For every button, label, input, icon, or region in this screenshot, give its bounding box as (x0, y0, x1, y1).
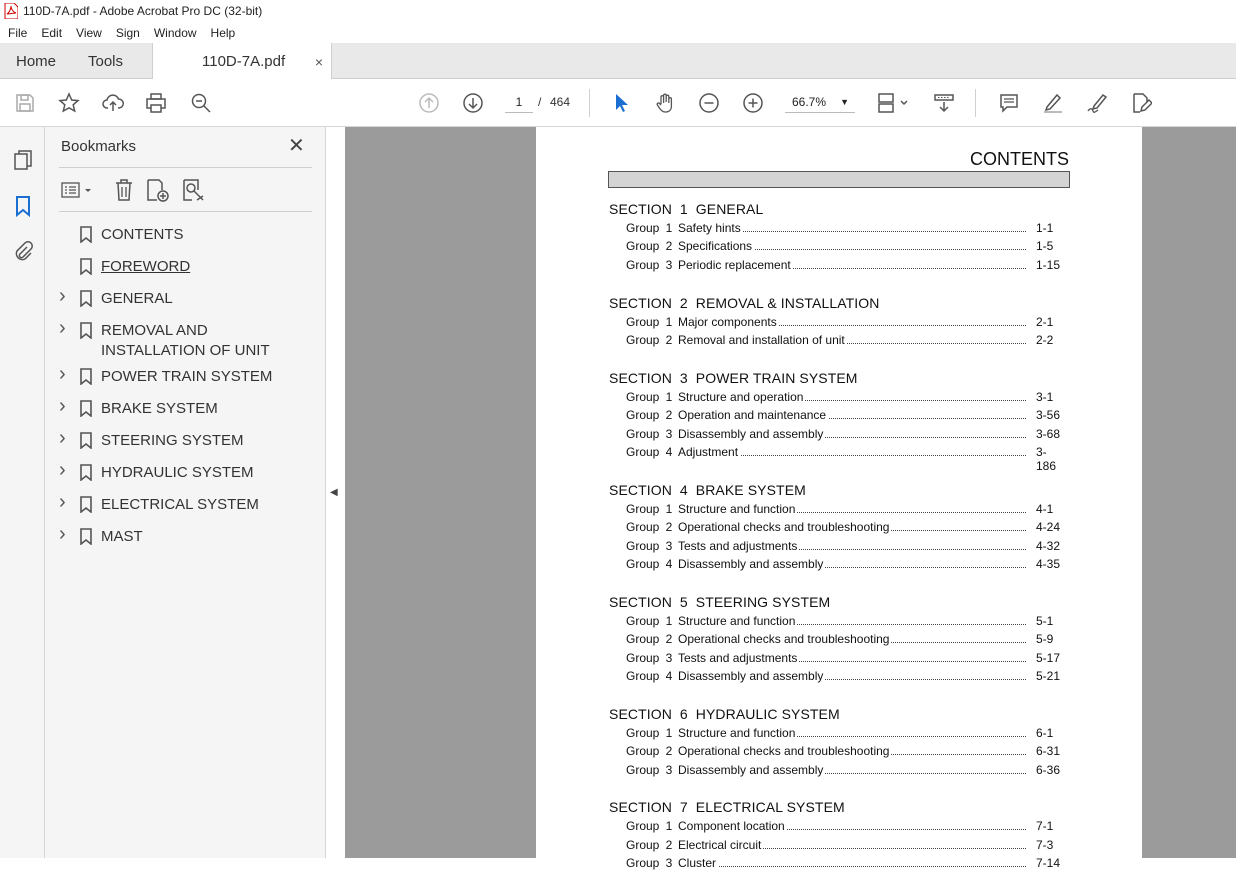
save-icon[interactable] (13, 91, 37, 115)
bookmark-label: REMOVAL AND INSTALLATION OF UNIT (101, 322, 270, 359)
group-title: Structure and function (678, 501, 796, 516)
bookmark-flag-icon (79, 528, 93, 545)
group-number: 3 (665, 426, 673, 441)
star-icon[interactable] (57, 91, 81, 115)
section-heading: SECTION 1 GENERAL (609, 201, 764, 217)
group-number: 2 (665, 408, 673, 423)
group-number: 1 (665, 819, 673, 834)
chevron-right-icon[interactable]: › (59, 491, 66, 513)
menu-sign[interactable]: Sign (115, 25, 140, 40)
group-number: 3 (665, 538, 673, 553)
group-label: Group (626, 632, 660, 647)
bookmarks-panel (45, 127, 326, 858)
section-heading: SECTION 6 HYDRAULIC SYSTEM (609, 705, 840, 722)
page-reference: 1-1 (1036, 221, 1054, 235)
menu-view[interactable]: View (76, 25, 102, 40)
group-label: Group (626, 257, 660, 272)
group-label: Group (626, 819, 660, 834)
select-cursor-icon[interactable] (609, 91, 633, 115)
attachment-paperclip-icon[interactable] (11, 240, 35, 264)
toc-entry[interactable] (626, 258, 1066, 274)
group-number: 1 (665, 725, 673, 740)
toc-entry[interactable] (626, 239, 1066, 255)
bookmark-flag-icon (79, 226, 93, 243)
group-title: Electrical circuit (678, 837, 762, 852)
group-title: Disassembly and assembly (678, 557, 824, 571)
bookmark-label: MAST (101, 528, 143, 545)
page-reference: 4-1 (1036, 501, 1054, 516)
toc-entry[interactable] (626, 445, 1066, 473)
bookmark-label: STEERING SYSTEM (101, 432, 244, 449)
group-label: Group (626, 856, 660, 871)
group-title: Specifications (678, 239, 753, 254)
bookmark-search-icon[interactable] (180, 177, 206, 203)
page-reference: 3-186 (1036, 445, 1057, 473)
panel-title: Bookmarks (61, 138, 137, 155)
group-title: Operational checks and troubleshooting (678, 520, 890, 535)
group-title: Periodic replacement (678, 257, 791, 272)
bookmark-label: BRAKE SYSTEM (101, 400, 218, 417)
previous-page-icon[interactable] (417, 91, 441, 115)
page-reference: 3-1 (1036, 389, 1054, 404)
comment-icon[interactable] (997, 91, 1021, 115)
group-label: Group (626, 408, 660, 423)
page-display-icon[interactable] (875, 91, 911, 115)
toc-entry[interactable] (626, 614, 1066, 630)
toc-entry[interactable] (626, 838, 1066, 854)
close-icon[interactable]: ✕ (288, 135, 305, 157)
hand-tool-icon[interactable] (653, 91, 677, 115)
group-title: Tests and adjustments (678, 650, 798, 665)
toc-entry[interactable] (626, 539, 1066, 555)
group-label: Group (626, 557, 660, 571)
zoom-level-value: 66.7% (792, 95, 827, 109)
bookmark-flag-icon (79, 432, 93, 449)
toc-entry[interactable] (626, 315, 1066, 331)
tab-home[interactable]: Home (16, 52, 57, 70)
section-heading: SECTION 7 ELECTRICAL SYSTEM (609, 799, 845, 816)
search-zoom-icon[interactable] (189, 91, 213, 115)
group-label: Group (626, 239, 660, 254)
group-label: Group (626, 762, 660, 777)
page-reference: 6-1 (1036, 725, 1054, 740)
page-reference: 6-31 (1036, 744, 1061, 759)
group-title: Disassembly and assembly (678, 669, 824, 683)
bookmark-label: CONTENTS (101, 226, 184, 243)
page-reference: 5-21 (1036, 669, 1061, 683)
next-page-icon[interactable] (461, 91, 485, 115)
group-title: Safety hints (678, 221, 741, 235)
chevron-right-icon[interactable]: › (59, 523, 66, 545)
menu-edit[interactable]: Edit (41, 25, 63, 40)
page-thumbnails-icon[interactable] (11, 148, 35, 172)
group-number: 2 (665, 744, 673, 759)
group-number: 3 (665, 856, 673, 871)
group-label: Group (626, 314, 660, 329)
page-reference: 1-5 (1036, 239, 1054, 254)
bookmark-flag-icon (79, 322, 93, 339)
heading-bar (608, 171, 1070, 188)
scroll-mode-icon[interactable] (932, 91, 956, 115)
title-bar (0, 0, 1236, 22)
group-label: Group (626, 389, 660, 404)
tab-close-icon[interactable]: × (314, 53, 323, 70)
bookmark-icon[interactable] (11, 194, 35, 218)
page-reference: 7-1 (1036, 819, 1054, 834)
group-label: Group (626, 725, 660, 740)
group-title: Disassembly and assembly (678, 426, 824, 441)
divider (59, 167, 312, 168)
bookmark-label: HYDRAULIC SYSTEM (101, 464, 254, 481)
bookmark-flag-icon (79, 290, 93, 307)
toc-entry[interactable] (626, 557, 1066, 573)
page-reference: 2-1 (1036, 314, 1054, 329)
tab-document[interactable] (152, 43, 332, 80)
menu-file[interactable]: File (8, 25, 28, 40)
group-number: 4 (665, 557, 673, 571)
tab-tools[interactable]: Tools (88, 52, 124, 70)
page-number-input[interactable]: 1 (505, 91, 533, 113)
bookmark-label: GENERAL (101, 290, 173, 307)
page-reference: 1-15 (1036, 257, 1061, 272)
collapse-panel-icon[interactable]: ◀ (330, 487, 338, 498)
toc-entry[interactable] (626, 632, 1066, 648)
group-number: 1 (665, 389, 673, 404)
page-reference: 4-35 (1036, 557, 1061, 571)
toc-entry[interactable] (626, 651, 1066, 667)
page-reference: 4-32 (1036, 538, 1061, 553)
page-separator: / (538, 95, 542, 109)
section-heading: SECTION 4 BRAKE SYSTEM (609, 481, 806, 498)
page-reference: 5-1 (1036, 613, 1054, 628)
toc-entry[interactable] (626, 408, 1066, 424)
page-reference: 3-56 (1036, 408, 1061, 423)
acrobat-pdf-icon (4, 3, 18, 19)
bookmark-options-icon[interactable] (59, 177, 95, 203)
bookmark-label: POWER TRAIN SYSTEM (101, 368, 273, 385)
print-icon[interactable] (144, 91, 168, 115)
menu-window[interactable]: Window (153, 25, 197, 40)
page-reference: 7-3 (1036, 837, 1054, 852)
group-number: 4 (665, 445, 673, 459)
group-number: 3 (665, 257, 673, 272)
page-total: 464 (550, 95, 571, 109)
group-number: 2 (665, 632, 673, 647)
group-label: Group (626, 333, 660, 347)
group-title: Structure and operation (678, 389, 804, 404)
group-label: Group (626, 613, 660, 628)
toc-entry[interactable] (626, 333, 1066, 349)
delete-trash-icon[interactable] (111, 177, 137, 203)
tab-document-label: 110D-7A.pdf (202, 53, 286, 70)
toolbar-divider (589, 89, 590, 117)
group-title: Component location (678, 819, 785, 834)
edit-document-icon[interactable] (1129, 91, 1153, 115)
group-title: Operational checks and troubleshooting (678, 632, 890, 647)
toc-entry[interactable] (626, 427, 1066, 443)
toolbar (0, 79, 1236, 127)
divider (59, 211, 312, 212)
group-title: Major components (678, 314, 777, 329)
group-label: Group (626, 669, 660, 683)
menu-help[interactable]: Help (210, 25, 236, 40)
page-reference: 5-17 (1036, 650, 1061, 665)
chevron-right-icon[interactable]: › (59, 285, 66, 307)
chevron-right-icon[interactable]: › (59, 363, 66, 385)
group-label: Group (626, 538, 660, 553)
group-number: 2 (665, 837, 673, 852)
chevron-right-icon[interactable]: › (59, 459, 66, 481)
group-label: Group (626, 221, 660, 235)
page-reference: 4-24 (1036, 520, 1061, 535)
toolbar-divider (975, 89, 976, 117)
group-number: 2 (665, 333, 673, 347)
group-title: Structure and function (678, 613, 796, 628)
group-label: Group (626, 520, 660, 535)
cloud-upload-icon[interactable] (101, 91, 125, 115)
window-title: 110D-7A.pdf - Adobe Acrobat Pro DC (32-bit) (23, 4, 263, 18)
group-number: 1 (665, 501, 673, 516)
sign-pen-icon[interactable] (1085, 91, 1109, 115)
toc-entry[interactable] (626, 856, 1066, 872)
menu-bar (0, 22, 1236, 43)
group-label: Group (626, 837, 660, 852)
zoom-in-icon[interactable] (741, 91, 765, 115)
group-title: Structure and function (678, 725, 796, 740)
pdf-page (536, 127, 1142, 871)
chevron-right-icon[interactable]: › (59, 427, 66, 449)
section-heading: SECTION 2 REMOVAL & INSTALLATION (609, 294, 880, 311)
section-heading: SECTION 3 POWER TRAIN SYSTEM (609, 369, 858, 386)
highlight-pen-icon[interactable] (1041, 91, 1065, 115)
document-viewer[interactable] (345, 127, 1236, 871)
left-navigation-rail (0, 127, 45, 858)
bookmark-flag-icon (79, 368, 93, 385)
toc-entry[interactable] (626, 390, 1066, 406)
zoom-out-icon[interactable] (697, 91, 721, 115)
group-label: Group (626, 501, 660, 516)
group-number: 2 (665, 239, 673, 254)
bookmark-flag-icon (79, 464, 93, 481)
group-number: 4 (665, 669, 673, 683)
bookmark-flag-icon (79, 400, 93, 417)
group-title: Cluster (678, 856, 717, 871)
group-label: Group (626, 426, 660, 441)
toc-entry[interactable] (626, 502, 1066, 518)
tab-bar (0, 43, 1236, 79)
group-number: 1 (665, 221, 673, 235)
toc-entry[interactable] (626, 763, 1066, 779)
group-number: 3 (665, 762, 673, 777)
group-number: 1 (665, 314, 673, 329)
zoom-level-select[interactable] (785, 91, 855, 113)
chevron-right-icon[interactable]: › (59, 395, 66, 417)
page-reference: 6-36 (1036, 762, 1061, 777)
bookmark-label: ELECTRICAL SYSTEM (101, 496, 259, 513)
bookmark-flag-icon (79, 496, 93, 513)
bookmark-label: FOREWORD (101, 258, 191, 275)
group-label: Group (626, 650, 660, 665)
page-reference: 7-14 (1036, 856, 1061, 871)
toc-entry[interactable] (626, 744, 1066, 760)
group-number: 3 (665, 650, 673, 665)
group-label: Group (626, 744, 660, 759)
group-title: Tests and adjustments (678, 538, 798, 553)
page-reference: 3-68 (1036, 426, 1061, 441)
group-number: 1 (665, 613, 673, 628)
group-title: Adjustment (678, 445, 739, 459)
toc-entry[interactable] (626, 221, 1066, 237)
toc-entry[interactable] (626, 726, 1066, 742)
group-title: Operational checks and troubleshooting (678, 744, 890, 759)
page-reference: 2-2 (1036, 333, 1054, 347)
chevron-right-icon[interactable]: › (59, 317, 66, 339)
bookmark-flag-icon (79, 258, 93, 275)
toc-entry[interactable] (626, 819, 1066, 835)
section-heading: SECTION 5 STEERING SYSTEM (609, 593, 831, 610)
page-reference: 5-9 (1036, 632, 1054, 647)
chevron-down-icon: ▼ (840, 97, 849, 107)
contents-heading: CONTENTS (970, 149, 1069, 169)
group-number: 2 (665, 520, 673, 535)
dot-leader (686, 866, 1026, 867)
toc-entry[interactable] (626, 669, 1066, 685)
group-label: Group (626, 445, 660, 459)
group-title: Operation and maintenance (678, 408, 827, 423)
toc-entry[interactable] (626, 520, 1066, 536)
group-title: Disassembly and assembly (678, 762, 824, 777)
group-title: Removal and installation of unit (678, 333, 845, 347)
new-bookmark-icon[interactable] (144, 177, 170, 203)
